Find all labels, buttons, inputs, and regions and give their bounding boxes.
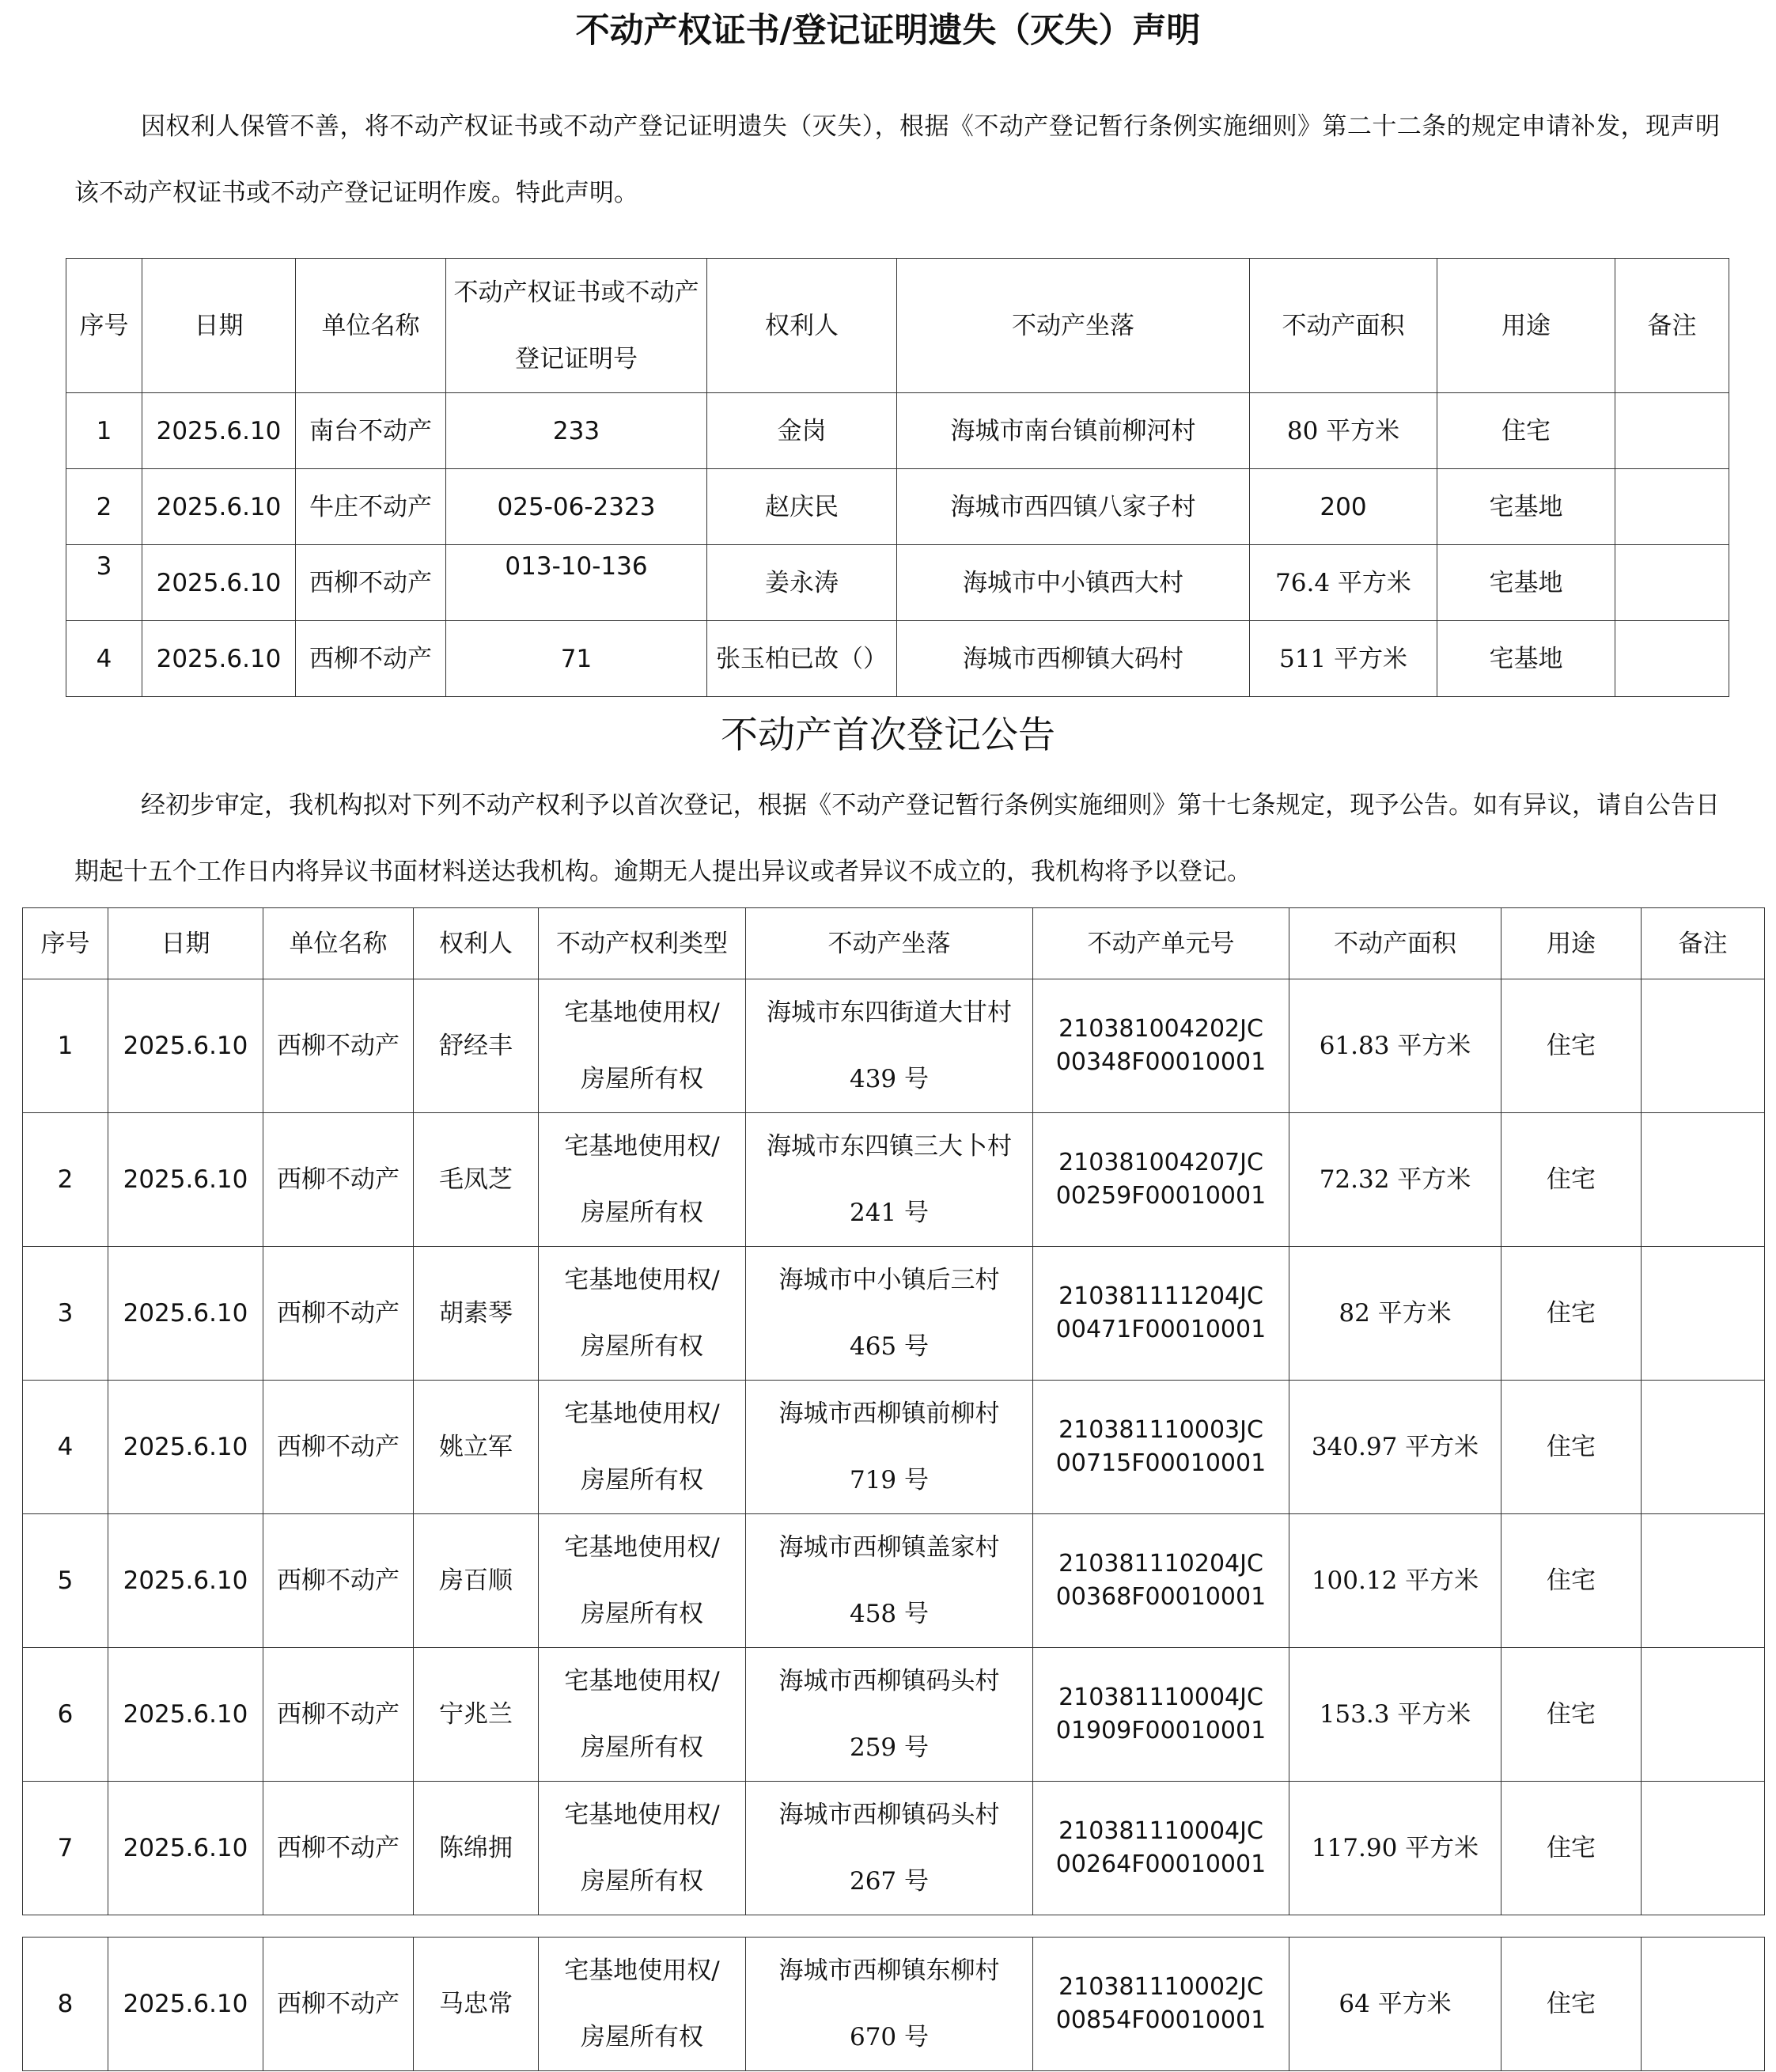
- row-use: 住宅: [1437, 393, 1615, 469]
- row-note: [1615, 393, 1729, 469]
- unit-no-line2: 00259F00010001: [1055, 1182, 1267, 1210]
- row-use: 住宅: [1501, 1782, 1642, 1915]
- lost-notice-body: 因权利人保管不善，将不动产权证书或不动产登记证明遗失（灭失），根据《不动产登记暂行条例实施细则》第二十二条的规定申请补发，现声明该不动产权证书或不动产登记证明作废。特此声明。: [74, 112, 1720, 207]
- right-type-line2: 房屋所有权: [581, 1199, 703, 1227]
- unit-no-line2: 01909F00010001: [1055, 1717, 1267, 1744]
- row-note: [1642, 1381, 1765, 1514]
- row-unit-no: [1033, 1247, 1289, 1381]
- row-area: 72.32 平方米: [1289, 1113, 1501, 1247]
- right-type-line1: 宅基地使用权/: [564, 1956, 720, 1985]
- row-area: 200: [1250, 469, 1437, 545]
- table-row: [23, 1938, 1765, 2071]
- row-area: 511 平方米: [1250, 621, 1437, 697]
- row-right-type: [539, 1381, 746, 1514]
- row-cert-no: 71: [446, 621, 707, 697]
- location-line1: 海城市西柳镇码头村: [778, 1667, 1000, 1695]
- row-owner: 舒经丰: [414, 979, 539, 1113]
- table-row: [66, 621, 1729, 697]
- col-header-unit: 单位名称: [263, 908, 414, 979]
- row-no: 2: [66, 469, 142, 545]
- right-type-line1: 宅基地使用权/: [564, 1533, 720, 1562]
- col-header-date: 日期: [108, 908, 263, 979]
- row-location: 海城市南台镇前柳河村: [897, 393, 1250, 469]
- col-header-use: 用途: [1501, 908, 1642, 979]
- right-type-line2: 房屋所有权: [581, 1065, 703, 1093]
- location-line2: 465 号: [849, 1332, 930, 1361]
- row-right-type: [539, 1938, 746, 2071]
- row-right-type: [539, 1247, 746, 1381]
- row-area: 80 平方米: [1250, 393, 1437, 469]
- row-use: 宅基地: [1437, 469, 1615, 545]
- row-unit-no: [1033, 1648, 1289, 1782]
- row-owner: 姚立军: [414, 1381, 539, 1514]
- col-header-use: 用途: [1437, 259, 1615, 393]
- unit-no-line2: 00368F00010001: [1055, 1583, 1267, 1611]
- unit-no-line2: 00715F00010001: [1055, 1449, 1267, 1477]
- location-line1: 海城市西柳镇东柳村: [778, 1956, 1000, 1985]
- row-unit: 西柳不动产: [263, 1648, 414, 1782]
- row-owner: 金岗: [707, 393, 897, 469]
- location-line1: 海城市中小镇后三村: [778, 1266, 1000, 1294]
- location-line2: 670 号: [849, 2023, 930, 2051]
- col-header-location: 不动产坐落: [746, 908, 1033, 979]
- row-area: 153.3 平方米: [1289, 1648, 1501, 1782]
- unit-no-line1: 210381111204JC: [1058, 1282, 1263, 1310]
- col-header-no: 序号: [23, 908, 108, 979]
- row-no: 3: [23, 1247, 108, 1381]
- row-no: 1: [66, 393, 142, 469]
- row-owner: 姜永涛: [707, 545, 897, 621]
- row-owner: 宁兆兰: [414, 1648, 539, 1782]
- row-location: 海城市西柳镇大码村: [897, 621, 1250, 697]
- unit-no-line2: 00264F00010001: [1055, 1850, 1267, 1878]
- row-use: 宅基地: [1437, 621, 1615, 697]
- col-header-note: 备注: [1615, 259, 1729, 393]
- row-use: 宅基地: [1437, 545, 1615, 621]
- col-header-area: 不动产面积: [1250, 259, 1437, 393]
- row-note: [1615, 469, 1729, 545]
- row-unit: 西柳不动产: [263, 1113, 414, 1247]
- row-use: 住宅: [1501, 979, 1642, 1113]
- row-date: 2025.6.10: [108, 979, 263, 1113]
- row-date: 2025.6.10: [108, 1381, 263, 1514]
- lost-notice-title: 不动产权证书/登记证明遗失（灭失）声明: [575, 11, 1201, 51]
- row-location: 海城市西四镇八家子村: [897, 469, 1250, 545]
- row-date: 2025.6.10: [108, 1782, 263, 1915]
- row-date: 2025.6.10: [108, 1113, 263, 1247]
- right-type-line1: 宅基地使用权/: [564, 1801, 720, 1829]
- row-right-type: [539, 1782, 746, 1915]
- row-unit: 西柳不动产: [296, 545, 446, 621]
- row-unit-no: [1033, 1782, 1289, 1915]
- row-owner: 赵庆民: [707, 469, 897, 545]
- row-unit: 西柳不动产: [263, 1514, 414, 1648]
- row-no: 4: [66, 621, 142, 697]
- table-row: [23, 1113, 1765, 1247]
- col-header-area: 不动产面积: [1289, 908, 1501, 979]
- row-no: 5: [23, 1514, 108, 1648]
- col-header-unit: 单位名称: [296, 259, 446, 393]
- table-row: [23, 979, 1765, 1113]
- location-line1: 海城市西柳镇码头村: [778, 1801, 1000, 1829]
- row-location: [746, 1247, 1033, 1381]
- row-area: 100.12 平方米: [1289, 1514, 1501, 1648]
- unit-no-line1: 210381110204JC: [1058, 1550, 1263, 1578]
- row-right-type: [539, 1514, 746, 1648]
- row-unit-no: [1033, 1381, 1289, 1514]
- row-date: 2025.6.10: [142, 469, 296, 545]
- col-header-right-type: 不动产权利类型: [539, 908, 746, 979]
- row-note: [1642, 979, 1765, 1113]
- row-use: 住宅: [1501, 1113, 1642, 1247]
- unit-no-line1: 210381110004JC: [1058, 1684, 1263, 1711]
- unit-no-line1: 210381004202JC: [1058, 1015, 1263, 1043]
- table-row: [66, 469, 1729, 545]
- location-line2: 241 号: [849, 1199, 930, 1227]
- right-type-line1: 宅基地使用权/: [564, 1400, 720, 1428]
- row-note: [1642, 1938, 1765, 2071]
- col-header-location: 不动产坐落: [897, 259, 1250, 393]
- row-owner: 毛凤芝: [414, 1113, 539, 1247]
- row-owner: 房百顺: [414, 1514, 539, 1648]
- row-use: 住宅: [1501, 1938, 1642, 2071]
- row-unit-no: [1033, 1113, 1289, 1247]
- row-note: [1642, 1113, 1765, 1247]
- row-use: 住宅: [1501, 1648, 1642, 1782]
- row-location: [746, 1782, 1033, 1915]
- row-location: 海城市中小镇西大村: [897, 545, 1250, 621]
- location-line2: 719 号: [849, 1466, 930, 1494]
- row-note: [1642, 1514, 1765, 1648]
- row-area: 61.83 平方米: [1289, 979, 1501, 1113]
- table-row: [23, 1247, 1765, 1381]
- row-no: 8: [23, 1938, 108, 2071]
- row-area: 340.97 平方米: [1289, 1381, 1501, 1514]
- row-note: [1642, 1782, 1765, 1915]
- row-date: 2025.6.10: [108, 1514, 263, 1648]
- row-date: 2025.6.10: [142, 393, 296, 469]
- row-area: 76.4 平方米: [1250, 545, 1437, 621]
- row-note: [1642, 1247, 1765, 1381]
- row-location: [746, 1113, 1033, 1247]
- location-line1: 海城市西柳镇盖家村: [778, 1533, 1000, 1562]
- row-no: 1: [23, 979, 108, 1113]
- row-no: 3: [66, 545, 142, 621]
- row-use: 住宅: [1501, 1381, 1642, 1514]
- right-type-line2: 房屋所有权: [581, 1600, 703, 1628]
- row-location: [746, 1648, 1033, 1782]
- row-date: 2025.6.10: [142, 621, 296, 697]
- row-location: [746, 1938, 1033, 2071]
- right-type-line2: 房屋所有权: [581, 2023, 703, 2051]
- row-note: [1642, 1648, 1765, 1782]
- row-date: 2025.6.10: [108, 1938, 263, 2071]
- col-header-cert-no: 不动产权证书或不动产登记证明号: [446, 259, 707, 393]
- row-unit-no: [1033, 979, 1289, 1113]
- unit-no-line2: 00854F00010001: [1055, 2006, 1267, 2034]
- location-line2: 439 号: [849, 1065, 930, 1093]
- row-no: 4: [23, 1381, 108, 1514]
- col-header-no: 序号: [66, 259, 142, 393]
- row-owner: 马忠常: [414, 1938, 539, 2071]
- location-line2: 267 号: [849, 1867, 930, 1896]
- col-header-owner: 权利人: [414, 908, 539, 979]
- right-type-line1: 宅基地使用权/: [564, 1132, 720, 1161]
- row-unit: 西柳不动产: [296, 621, 446, 697]
- table-header-row: [66, 259, 1729, 393]
- col-header-owner: 权利人: [707, 259, 897, 393]
- right-type-line2: 房屋所有权: [581, 1466, 703, 1494]
- row-cert-no: 013-10-136: [446, 545, 707, 621]
- row-owner: 陈绵拥: [414, 1782, 539, 1915]
- first-registration-body: 经初步审定，我机构拟对下列不动产权利予以首次登记，根据《不动产登记暂行条例实施细则》第十七条规定，现予公告。如有异议，请自公告日期起十五个工作日内将异议书面材料送达我机构。逾期无人提出异议或者异议不成立的，我机构将予以登记。: [74, 791, 1720, 886]
- right-type-line2: 房屋所有权: [581, 1733, 703, 1762]
- row-use: 住宅: [1501, 1247, 1642, 1381]
- row-unit-no: [1033, 1514, 1289, 1648]
- row-unit: 西柳不动产: [263, 1782, 414, 1915]
- location-line1: 海城市东四街道大甘村: [767, 998, 1012, 1027]
- table-row: [23, 1782, 1765, 1915]
- location-line1: 海城市东四镇三大卜村: [767, 1132, 1012, 1161]
- col-header-date: 日期: [142, 259, 296, 393]
- unit-no-line2: 00348F00010001: [1055, 1048, 1267, 1076]
- row-unit: 西柳不动产: [263, 1938, 414, 2071]
- row-owner: 张玉柏已故（）: [707, 621, 897, 697]
- location-line2: 259 号: [849, 1733, 930, 1762]
- row-location: [746, 1381, 1033, 1514]
- row-no: 6: [23, 1648, 108, 1782]
- right-type-line2: 房屋所有权: [581, 1332, 703, 1361]
- row-area: 117.90 平方米: [1289, 1782, 1501, 1915]
- row-unit: 西柳不动产: [263, 1381, 414, 1514]
- row-owner: 胡素琴: [414, 1247, 539, 1381]
- row-right-type: [539, 979, 746, 1113]
- row-no: 7: [23, 1782, 108, 1915]
- first-registration-title: 不动产首次登记公告: [721, 714, 1055, 757]
- unit-no-line1: 210381110004JC: [1058, 1817, 1263, 1845]
- col-header-unit-no: 不动产单元号: [1033, 908, 1289, 979]
- col-header-note: 备注: [1642, 908, 1765, 979]
- row-note: [1615, 545, 1729, 621]
- row-cert-no: 025-06-2323: [446, 469, 707, 545]
- unit-no-line1: 210381110003JC: [1058, 1416, 1263, 1444]
- row-unit: 西柳不动产: [263, 1247, 414, 1381]
- row-no: 2: [23, 1113, 108, 1247]
- row-area: 82 平方米: [1289, 1247, 1501, 1381]
- row-right-type: [539, 1648, 746, 1782]
- row-date: 2025.6.10: [108, 1648, 263, 1782]
- table-row: [66, 545, 1729, 621]
- row-unit-no: [1033, 1938, 1289, 2071]
- unit-no-line1: 210381110002JC: [1058, 1973, 1263, 2001]
- table-row: [23, 1381, 1765, 1514]
- row-area: 64 平方米: [1289, 1938, 1501, 2071]
- right-type-line2: 房屋所有权: [581, 1867, 703, 1896]
- row-unit: 西柳不动产: [263, 979, 414, 1113]
- row-note: [1615, 621, 1729, 697]
- row-location: [746, 1514, 1033, 1648]
- row-unit: 南台不动产: [296, 393, 446, 469]
- first-registration-table: [22, 907, 1765, 1915]
- row-date: 2025.6.10: [142, 545, 296, 621]
- row-unit: 牛庄不动产: [296, 469, 446, 545]
- row-location: [746, 979, 1033, 1113]
- table-row: [23, 1648, 1765, 1782]
- row-cert-no: 233: [446, 393, 707, 469]
- lost-certificate-table: [66, 258, 1729, 697]
- location-line2: 458 号: [849, 1600, 930, 1628]
- row-date: 2025.6.10: [108, 1247, 263, 1381]
- right-type-line1: 宅基地使用权/: [564, 1266, 720, 1294]
- first-registration-table-continued: [22, 1937, 1765, 2071]
- location-line1: 海城市西柳镇前柳村: [778, 1400, 1000, 1428]
- right-type-line1: 宅基地使用权/: [564, 1667, 720, 1695]
- unit-no-line2: 00471F00010001: [1055, 1316, 1267, 1343]
- table-row: [66, 393, 1729, 469]
- right-type-line1: 宅基地使用权/: [564, 998, 720, 1027]
- row-use: 住宅: [1501, 1514, 1642, 1648]
- table-header-row: [23, 908, 1765, 979]
- unit-no-line1: 210381004207JC: [1058, 1149, 1263, 1176]
- row-right-type: [539, 1113, 746, 1247]
- table-row: [23, 1514, 1765, 1648]
